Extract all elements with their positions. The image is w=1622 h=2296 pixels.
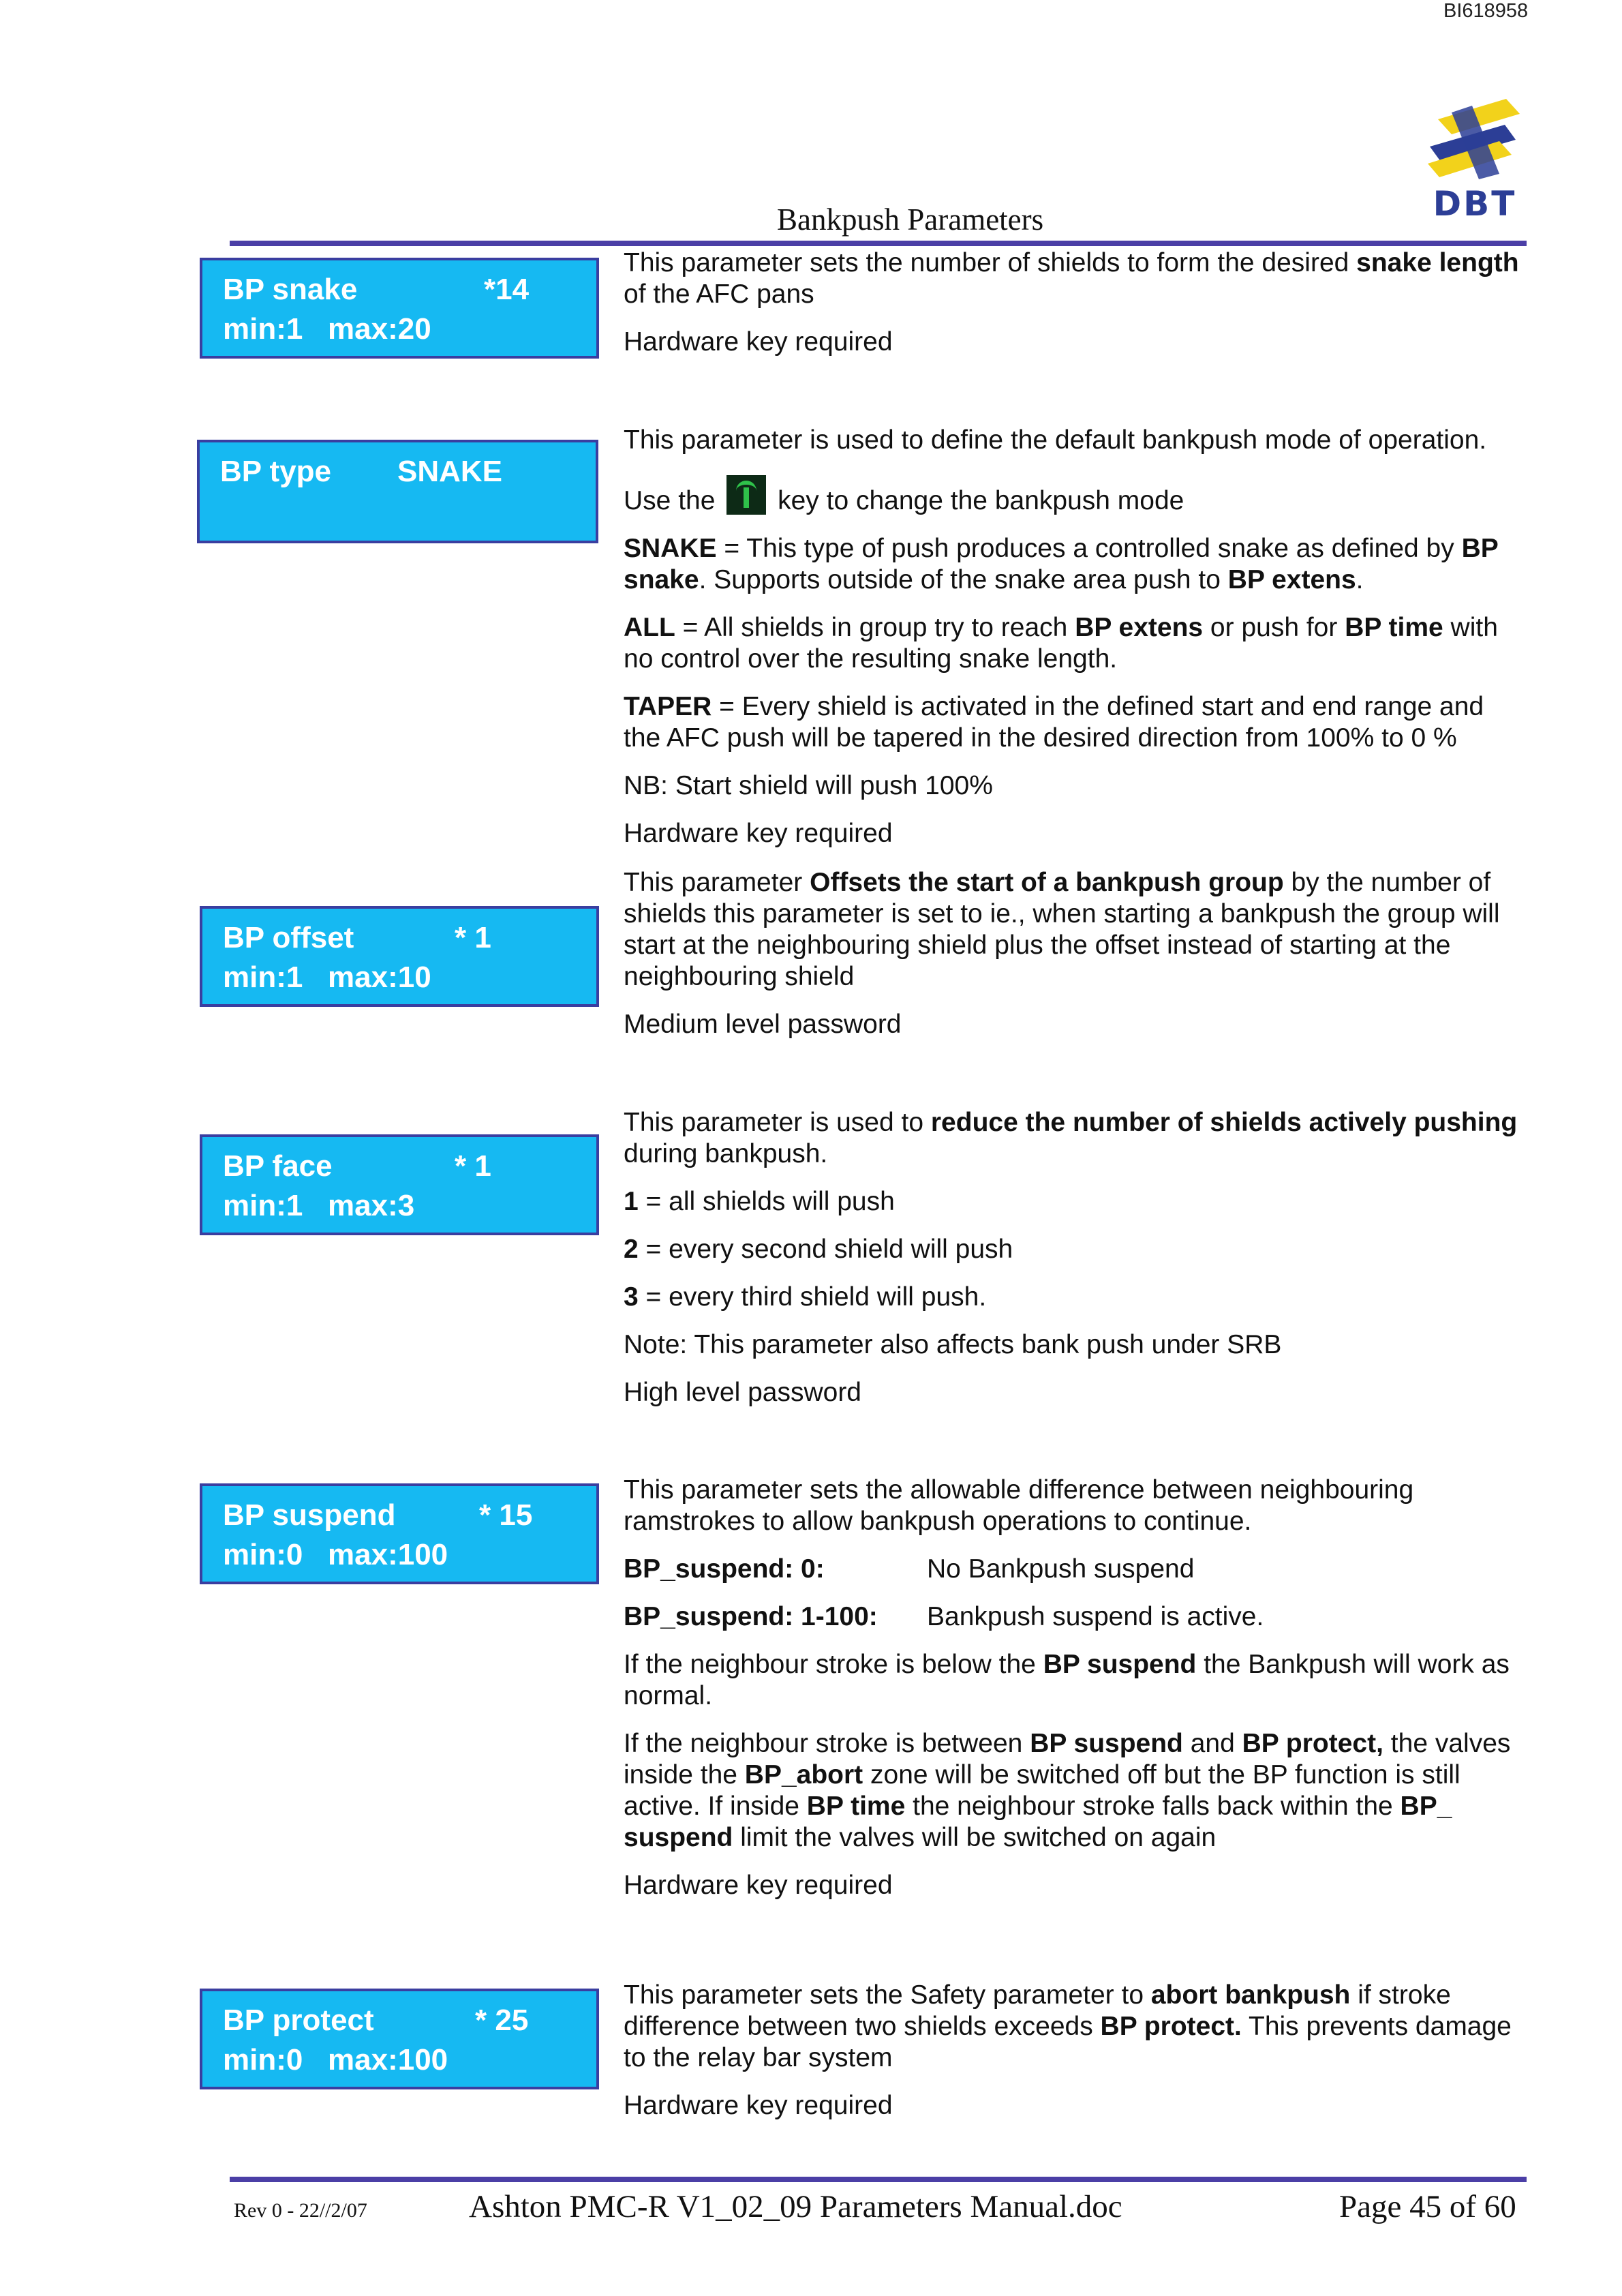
- lcd-param-range: min:0 max:100: [223, 1538, 448, 1571]
- paragraph: ALL = All shields in group try to reach BP extens or push for BP time with no control over the resulting snake length.: [624, 613, 1498, 674]
- lcd-param-value: * 1: [455, 921, 491, 954]
- lcd-param-name: BP snake: [223, 273, 358, 306]
- page-title: Bankpush Parameters: [777, 202, 1044, 237]
- paragraph: Hardware key required: [624, 1871, 893, 1900]
- lcd-param-name: BP protect: [223, 2004, 374, 2037]
- paragraph: This parameter is used to reduce the number of shields actively pushing during bankpush.: [624, 1108, 1518, 1168]
- paragraph: TAPER = Every shield is activated in the defined start and end range and the AFC push will be tapered in the desired direction from 100% to 0 %: [624, 692, 1484, 753]
- lcd-param-range: min:0 max:100: [223, 2043, 448, 2076]
- footer-revision: Rev 0 - 22//2/07: [234, 2199, 367, 2222]
- lcd-bp-snake: [200, 258, 599, 359]
- desc-bp-suspend: [624, 1475, 1527, 1918]
- paragraph: 2 = every second shield will push: [624, 1235, 1013, 1264]
- suspend-row: BP_suspend: 0: No Bankpush suspend: [624, 1554, 1195, 1584]
- lcd-param-value: * 1: [455, 1149, 491, 1183]
- lcd-param-value: * 25: [475, 2004, 529, 2037]
- paragraph: 1 = all shields will push: [624, 1187, 895, 1216]
- paragraph: Medium level password: [624, 1010, 902, 1039]
- logo-text: DBT: [1433, 184, 1517, 224]
- paragraph: 3 = every third shield will push.: [624, 1282, 987, 1312]
- lcd-param-range: min:1 max:3: [223, 1189, 415, 1222]
- lcd-bp-face: [200, 1134, 599, 1235]
- lcd-bp-offset: [200, 906, 599, 1007]
- footer-rule: [230, 2177, 1527, 2182]
- paragraph: This parameter sets the Safety parameter to abort bankpush if stroke difference between two shields exceeds BP protect. This prevents damage to the relay bar system: [624, 1980, 1512, 2072]
- lcd-param-name: BP type: [220, 455, 332, 488]
- paragraph: SNAKE = This type of push produces a controlled snake as defined by BP snake. Supports outside of the snake area push to BP extens.: [624, 534, 1499, 594]
- document-id: BI618958: [1443, 0, 1529, 22]
- lcd-param-value: *14: [484, 273, 530, 306]
- lcd-param-value: SNAKE: [397, 455, 503, 488]
- paragraph: This parameter Offsets the start of a bankpush group by the number of shields this parameter is set to ie., when starting a bankpush the group will start at the neighbouring shield plus the offset instead of starting at the neighbouring shield: [624, 868, 1500, 991]
- paragraph: This parameter sets the number of shields to form the desired snake length of the AFC pans: [624, 248, 1519, 309]
- paragraph: This parameter sets the allowable difference between neighbouring ramstrokes to allow bankpush operations to continue.: [624, 1475, 1414, 1536]
- desc-bp-protect: [624, 1980, 1527, 2138]
- dbt-logo: [1424, 99, 1523, 222]
- desc-bp-type: [624, 425, 1527, 866]
- lcd-param-range: min:1 max:20: [223, 312, 431, 346]
- paragraph: Hardware key required: [624, 819, 893, 848]
- footer-filename: Ashton PMC-R V1_02_09 Parameters Manual.doc: [469, 2189, 1122, 2224]
- paragraph: Use the key to change the bankpush mode: [624, 475, 1527, 517]
- key-icon: [726, 475, 766, 515]
- paragraph: This parameter is used to define the default bankpush mode of operation.: [624, 425, 1487, 455]
- paragraph: If the neighbour stroke is below the BP suspend the Bankpush will work as normal.: [624, 1650, 1510, 1710]
- lcd-bp-suspend: [200, 1483, 599, 1584]
- lcd-param-value: * 15: [479, 1498, 533, 1532]
- lcd-param-range: min:1 max:10: [223, 961, 431, 994]
- paragraph: If the neighbour stroke is between BP suspend and BP protect, the valves inside the BP_abort zone will be switched off but the BP function is still active. If inside BP time the neighbour stroke falls back within the BP_ suspend limit the valves will be switched on again: [624, 1729, 1511, 1852]
- paragraph: High level password: [624, 1378, 862, 1407]
- lcd-param-name: BP face: [223, 1149, 333, 1183]
- desc-bp-snake: [624, 247, 1527, 374]
- suspend-row: BP_suspend: 1-100: Bankpush suspend is active.: [624, 1602, 1264, 1631]
- lcd-param-name: BP offset: [223, 921, 354, 954]
- desc-bp-offset: [624, 867, 1527, 1057]
- lcd-param-name: BP suspend: [223, 1498, 396, 1532]
- lcd-bp-type: [197, 440, 598, 543]
- paragraph: Hardware key required: [624, 327, 893, 357]
- paragraph: NB: Start shield will push 100%: [624, 771, 993, 800]
- dbt-logo-icon: [1424, 99, 1523, 181]
- header-rule: [230, 241, 1527, 246]
- paragraph: Hardware key required: [624, 2091, 893, 2120]
- desc-bp-face: [624, 1107, 1527, 1425]
- lcd-bp-protect: [200, 1989, 599, 2089]
- paragraph: Note: This parameter also affects bank push under SRB: [624, 1330, 1282, 1359]
- footer-page-number: Page 45 of 60: [1339, 2189, 1516, 2224]
